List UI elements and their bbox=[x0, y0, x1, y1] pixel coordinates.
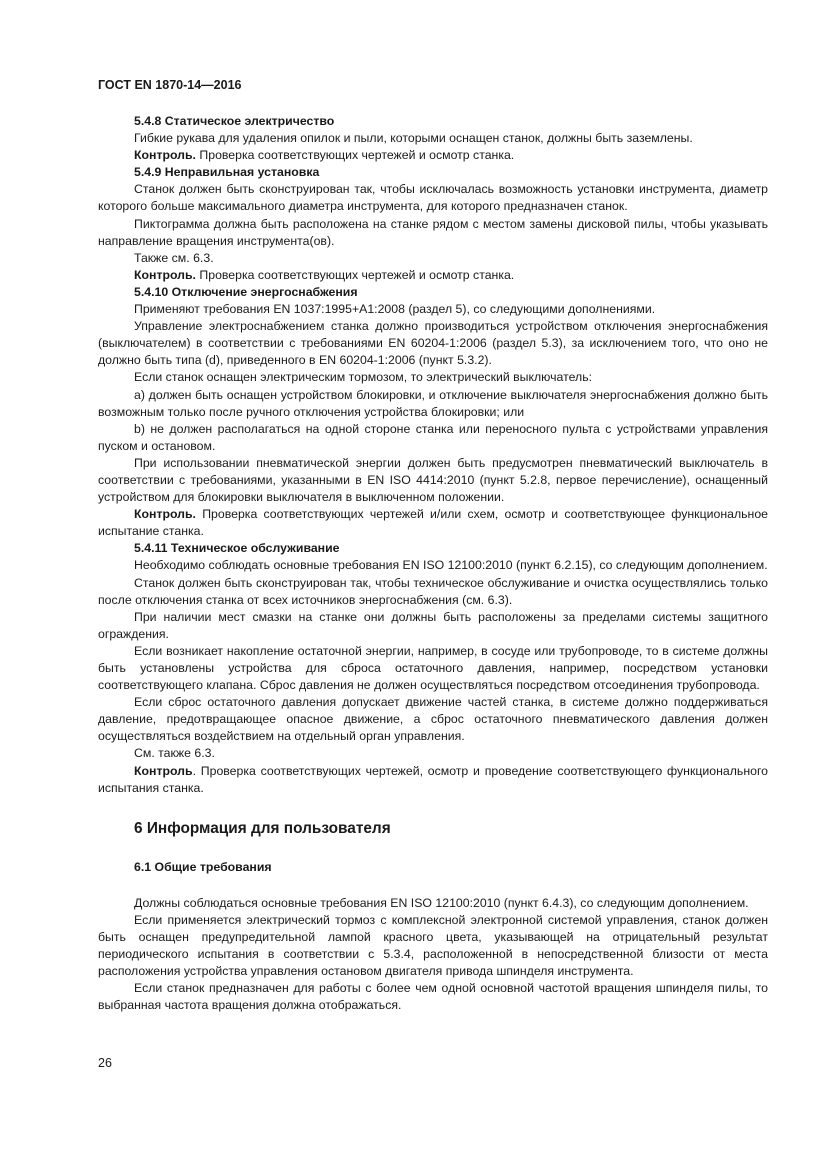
control-label: Контроль. bbox=[134, 507, 196, 522]
control-paragraph bbox=[98, 763, 768, 797]
paragraph: Если станок предназначен для работы с более чем одной основной частотой вращения шпинделя пилы, то выбранная частота вращения должна отображаться. bbox=[98, 981, 768, 1013]
control-text: Проверка соответствующих чертежей и/или схем, осмотр и соответствующее функциональное испытание станка. bbox=[98, 507, 768, 539]
paragraph: Если станок оснащен электрическим тормозом, то электрический выключатель: bbox=[134, 370, 593, 385]
paragraph: Также см. 6.3. bbox=[134, 250, 214, 265]
paragraph: Применяют требования EN 1037:1995+A1:2008 (раздел 5), со следующими дополнениями. bbox=[134, 302, 656, 317]
control-text: . Проверка соответствующих чертежей, осмотр и проведение соответствующего функционального испытания станка. bbox=[98, 763, 768, 795]
paragraph: Станок должен быть сконструирован так, чтобы техническое обслуживание и очистка осуществлялись только после отключения станка от всех источников энергоснабжения (см. 6.3). bbox=[98, 575, 768, 607]
control-paragraph bbox=[98, 506, 768, 540]
section-heading-5-4-10: 5.4.10 Отключение энергоснабжения bbox=[134, 284, 358, 299]
section-heading-5-4-11: 5.4.11 Техническое обслуживание bbox=[134, 541, 340, 556]
page-number: 26 bbox=[98, 1056, 112, 1070]
paragraph: Станок должен быть сконструирован так, чтобы исключалась возможность установки инструмента, диаметр которого больше максимального диаметра инструмента, для которого предназначен станок. bbox=[98, 182, 768, 214]
paragraph: Необходимо соблюдать основные требования EN ISO 12100:2010 (пункт 6.2.15), со следующим дополнением. bbox=[134, 558, 768, 573]
paragraph: Гибкие рукава для удаления опилок и пыли, которыми оснащен станок, должны быть заземлены. bbox=[134, 131, 693, 146]
paragraph: См. также 6.3. bbox=[134, 746, 215, 761]
document-body bbox=[98, 113, 768, 1015]
control-paragraph bbox=[98, 267, 768, 284]
paragraph: Если применяется электрический тормоз с комплексной электронной системой управления, станок должен быть оснащен предупредительной лампой красного цвета, указывающей на отрицательный результат периодического испытания в соответствии с 5.3.4, расположенной в непосредственной близости от места расположения устройства управления остановом двигателя привода шпинделя инструмента. bbox=[98, 912, 768, 979]
paragraph: При использовании пневматической энергии должен быть предусмотрен пневматический выключатель в соответствии с требованиями, указанными в EN ISO 4414:2010 (пункт 5.2.8, первое перечисление), оснащенный устройством для блокировки выключателя в выключенном положении. bbox=[98, 455, 768, 505]
section-heading-5-4-8: 5.4.8 Статическое электричество bbox=[134, 114, 335, 128]
section-heading-6: 6 Информация для пользователя bbox=[134, 819, 391, 837]
document-header: ГОСТ EN 1870-14—2016 bbox=[98, 78, 242, 92]
control-label: Контроль bbox=[134, 763, 193, 778]
paragraph: Управление электроснабжением станка должно производиться устройством отключения энергоснабжения (выключателем) в соответствии с требованиями EN 60204-1:2006 (раздел 5.3), за исключением того, что оно не должно быть типа (d), приведенного в EN 60204-1:2006 (пункт 5.3.2). bbox=[98, 319, 768, 368]
control-label: Контроль. bbox=[134, 267, 196, 282]
paragraph: Если возникает накопление остаточной энергии, например, в сосуде или трубопроводе, то в системе должны быть установлены устройства для сброса остаточного давления, например, посредством установки соответствующего клапана. Сброс давления не должен осуществляться посредством отсоединения трубопровода. bbox=[98, 643, 768, 693]
list-item: a) должен быть оснащен устройством блокировки, и отключение выключателя энергоснабжения должно быть возможным только после ручного отключения устройства блокировки; или bbox=[98, 387, 768, 419]
control-text: Проверка соответствующих чертежей и осмотр станка. bbox=[195, 148, 515, 163]
control-text: Проверка соответствующих чертежей и осмотр станка. bbox=[195, 267, 515, 282]
list-item: b) не должен располагаться на одной стороне станка или переносного пульта с устройствами управления пуском и остановом. bbox=[98, 421, 768, 453]
control-paragraph bbox=[98, 147, 768, 164]
paragraph: Должны соблюдаться основные требования EN ISO 12100:2010 (пункт 6.4.3), со следующим дополнением. bbox=[134, 895, 749, 910]
paragraph: Если сброс остаточного давления допускает движение частей станка, в системе должно поддерживаться давление, предотвращающее опасное движение, а сброс остаточного пневматического давления должен осуществляться воздействием на отдельный орган управления. bbox=[98, 695, 768, 744]
section-heading-6-1: 6.1 Общие требования bbox=[134, 859, 272, 874]
section-heading-5-4-9: 5.4.9 Неправильная установка bbox=[134, 165, 320, 180]
paragraph: При наличии мест смазки на станке они должны быть расположены за пределами системы защитного ограждения. bbox=[98, 609, 768, 641]
paragraph: Пиктограмма должна быть расположена на станке рядом с местом замены дисковой пилы, чтобы указывать направление вращения инструмента(ов). bbox=[98, 216, 768, 248]
control-label: Контроль. bbox=[134, 148, 196, 163]
